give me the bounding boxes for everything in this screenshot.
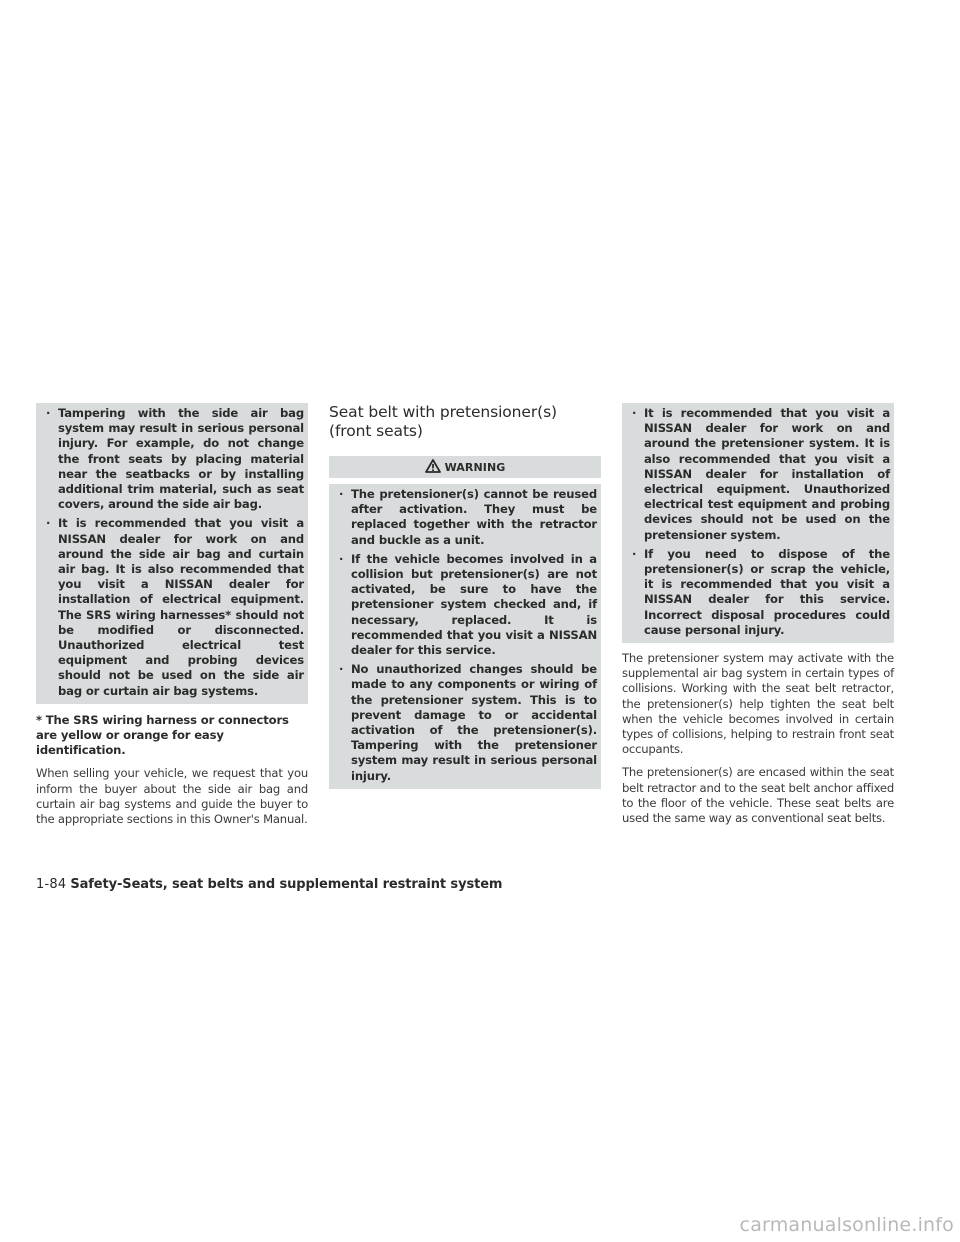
page-footer <box>36 876 502 894</box>
warning-item: · Tampering with the side air bag system may result in serious personal injury. For example, do not change the front seats by placing material near the seatbacks or by installing additional trim material, such as seat covers, around the side air bag. <box>42 406 304 512</box>
warning-item: · If you need to dispose of the pretensioner(s) or scrap the vehicle, it is recommended that you visit a NISSAN dealer for this service. Incorrect disposal procedures could cause personal injury. <box>628 547 890 638</box>
body-paragraph: The pretensioner(s) are encased within the seat belt retractor and to the seat belt anchor affixed to the floor of the vehicle. These seat belts are used the same way as conventional seat belts. <box>622 765 894 826</box>
warning-item: · No unauthorized changes should be made to any components or wiring of the pretensioner system. This is to prevent damage to or accidental activation of the pretensioner(s). Tampering with the pretensioner system may result in serious personal injury. <box>335 662 597 784</box>
page-number: 1-84 <box>36 877 67 892</box>
section-title: Safety-Seats, seat belts and supplemental restraint system <box>70 877 503 892</box>
warning-triangle-icon <box>425 458 441 477</box>
section-heading-line-2: (front seats) <box>329 422 423 440</box>
column-1 <box>36 403 308 827</box>
srs-harness-note: * The SRS wiring harness or connectors are yellow or orange for easy identification. <box>36 712 289 758</box>
warning-list <box>628 406 890 638</box>
warning-box <box>36 403 308 704</box>
column-3 <box>622 403 894 826</box>
warning-list <box>42 406 304 699</box>
body-paragraph: The pretensioner system may activate with the supplemental air bag system in certain types of collisions. Working with the seat belt retractor, the pretensioner(s) help tighten the seat belt when the vehicle becomes involved in certain types of collisions, helping to restrain front seat occupants. <box>622 651 894 757</box>
warning-item: · It is recommended that you visit a NISSAN dealer for work on and around the pretensioner system. It is also recommended that you visit a NISSAN dealer for installation of electrical equipment. Unauthorized electrical test equipment and probing devices should not be used on the pretensioner system. <box>628 406 890 543</box>
warning-list <box>335 487 597 784</box>
section-heading-line-1: Seat belt with pretensioner(s) <box>329 403 557 421</box>
body-paragraph: When selling your vehicle, we request that you inform the buyer about the side air bag and curtain air bag systems and guide the buyer to the appropriate sections in this Owner's Manual. <box>36 766 308 827</box>
warning-box <box>622 403 894 643</box>
column-2 <box>329 403 601 789</box>
warning-header <box>329 456 601 478</box>
warning-label: WARNING <box>444 460 506 474</box>
warning-item: · If the vehicle becomes involved in a collision but pretensioner(s) are not activated, be sure to have the pretensioner system checked and, if necessary, replaced. It is recommended that you visit a NISSAN dealer for this service. <box>335 552 597 658</box>
warning-item: · It is recommended that you visit a NISSAN dealer for work on and around the side air bag and curtain air bag. It is also recommended that you visit a NISSAN dealer for installation of electrical equipment. The SRS wiring harnesses* should not be modified or disconnected. Unauthorized electrical test equipment and probing devices should not be used on the side air bag or curtain air bag systems. <box>42 516 304 698</box>
warning-item: · The pretensioner(s) cannot be reused after activation. They must be replaced together with the retractor and buckle as a unit. <box>335 487 597 548</box>
section-heading <box>329 403 601 441</box>
watermark-link[interactable]: carmanualsonline.info <box>739 1214 954 1236</box>
warning-box <box>329 484 601 789</box>
